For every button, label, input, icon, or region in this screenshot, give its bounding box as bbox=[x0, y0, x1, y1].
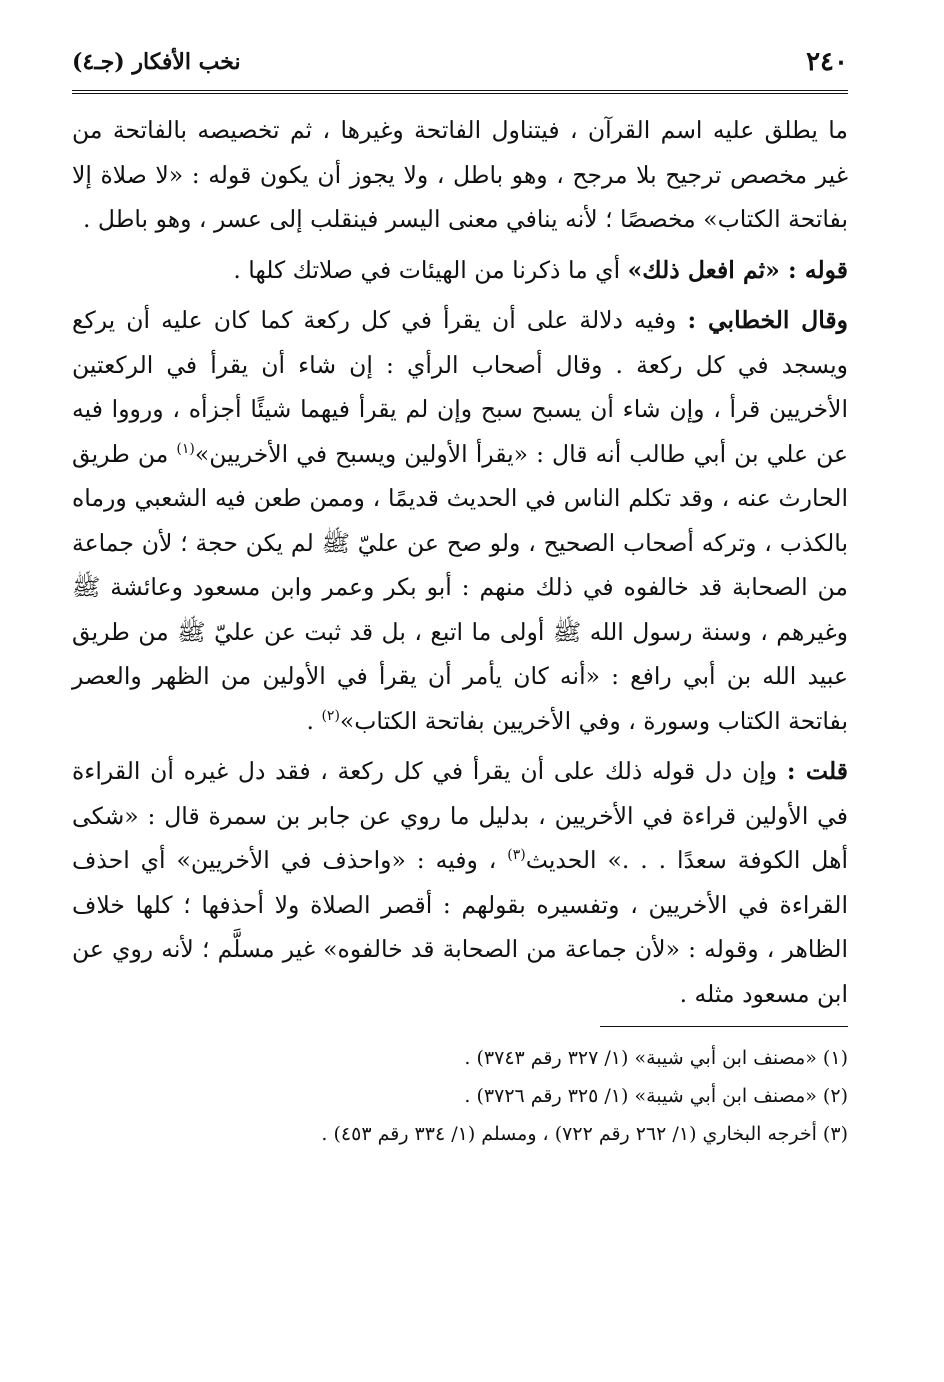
footnote-ref-1[interactable]: (١) bbox=[176, 440, 195, 457]
book-page bbox=[72, 40, 848, 1360]
paragraph-lead: قوله : «ثم افعل ذلك» bbox=[627, 255, 848, 284]
paragraph-1 bbox=[72, 108, 848, 242]
main-text bbox=[72, 108, 848, 1016]
footnote-3: (٣) أخرجه البخاري (١/ ٢٦٢ رقم ٧٢٢) ، ومسلم (١/ ٣٣٤ رقم ٤٥٣) . bbox=[321, 1123, 848, 1145]
footnote-ref-3[interactable]: (٣) bbox=[507, 847, 526, 864]
paragraph-text-continued: من طريق الحارث عنه ، وقد تكلم الناس في الحديث قديمًا ، وممن طعن فيه الشعبي ورماه بالكذب ، وتركه أصحاب الصحيح ، ولو صح عن عليّ ﷺ لم يكن حجة ؛ لأن جماعة من الصحابة قد خالفوه في ذلك منهم : أبو بكر وعمر وابن مسعود وعائشة ﷺ وغيرهم ، وسنة رسول الله ﷺ أولى ما اتبع ، بل قد ثبت عن عليّ ﷺ من طريق عبيد الله بن أبي رافع : «أنه كان يأمر أن يقرأ في الأولين من الظهر والعصر بفاتحة الكتاب وسورة ، وفي الأخريين بفاتحة الكتاب» bbox=[72, 439, 848, 735]
page-number: ٢٤٠ bbox=[806, 47, 848, 77]
paragraph-4 bbox=[72, 749, 848, 1016]
footnote-separator bbox=[600, 1026, 848, 1027]
paragraph-text: وفيه دلالة على أن يقرأ في كل ركعة كما كان عليه أن يركع ويسجد في كل ركعة . وقال أصحاب الرأي : إن شاء أن يقرأ في الركعتين الأخريين قرأ ، وإن شاء أن يسبح سبح وإن لم يقرأ فيهما شيئًا أجزأه ، ورووا فيه عن علي بن أبي طالب أنه قال : «يقرأ الأولين ويسبح في الأخريين» bbox=[72, 306, 848, 468]
page-header bbox=[72, 40, 848, 84]
running-title: نخب الأفكار (جـ٤) bbox=[72, 49, 241, 75]
footnote-1: (١) «مصنف ابن أبي شيبة» (١/ ٣٢٧ رقم ٣٧٤٣) . bbox=[464, 1047, 848, 1069]
paragraph-text-end: . bbox=[306, 706, 322, 735]
footnote-2: (٢) «مصنف ابن أبي شيبة» (١/ ٣٢٥ رقم ٣٧٢٦) . bbox=[464, 1085, 848, 1107]
paragraph-lead: وقال الخطابي : bbox=[687, 306, 849, 334]
paragraph-lead: قلت : bbox=[786, 757, 848, 785]
footnote-ref-2[interactable]: (٢) bbox=[321, 707, 340, 724]
header-rule bbox=[72, 90, 848, 94]
paragraph-text: أي ما ذكرنا من الهيئات في صلاتك كلها . bbox=[233, 255, 628, 284]
paragraph-text: وإن دل قوله ذلك على أن يقرأ في كل ركعة ، فقد دل غيره أن القراءة في الأولين قراءة في الأخريين ، بدليل ما روي عن جابر بن سمرة قال : «شكى أهل الكوفة سعدًا . . .» الحديث bbox=[72, 757, 848, 874]
paragraph-2 bbox=[72, 248, 848, 293]
paragraph-3 bbox=[72, 298, 848, 743]
footnotes bbox=[72, 1039, 848, 1153]
paragraph-text-continued: ، وفيه : «واحذف في الأخريين» أي احذف القراءة في الأخريين ، وتفسيره بقولهم : أقصر الصلاة ولا أحذفها ؛ كلها خلاف الظاهر ، وقوله : «لأن جماعة من الصحابة قد خالفوه» غير مسلَّم ؛ لأنه روي عن ابن مسعود مثله . bbox=[72, 846, 848, 1008]
paragraph-text: ما يطلق عليه اسم القرآن ، فيتناول الفاتحة وغيرها ، ثم تخصيصه بالفاتحة من غير مخصص ترجيح بلا مرجح ، وهو باطل ، ولا يجوز أن يكون قوله : «لا صلاة إلا بفاتحة الكتاب» مخصصًا ؛ لأنه ينافي معنى اليسر فينقلب إلى عسر ، وهو باطل . bbox=[72, 116, 848, 233]
